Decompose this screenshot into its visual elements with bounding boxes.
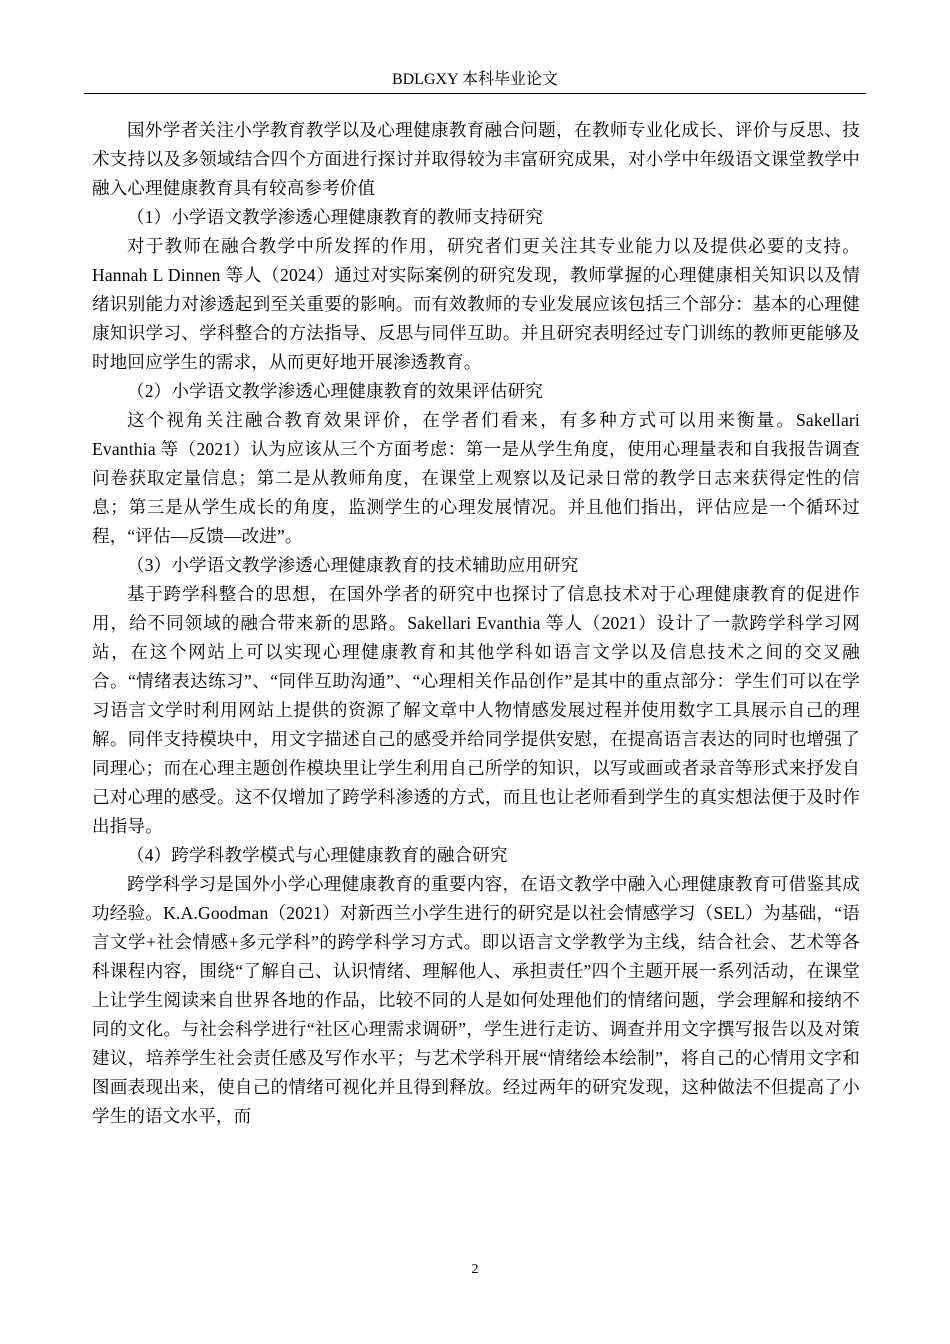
body-text (92, 116, 860, 1131)
section-heading-teacher-support: （1）小学语文教学渗透心理健康教育的教师支持研究 (127, 207, 544, 227)
page-number: 2 (471, 1262, 479, 1277)
section-heading-technology: （3）小学语文教学渗透心理健康教育的技术辅助应用研究 (127, 555, 579, 575)
header-rule (84, 93, 866, 94)
running-header: BDLGXY 本科毕业论文 (391, 71, 559, 88)
section-heading-interdisciplinary: （4）跨学科教学模式与心理健康教育的融合研究 (127, 845, 508, 865)
section-paragraph-interdisciplinary: 跨学科学习是国外小学心理健康教育的重要内容，在语文教学中融入心理健康教育可借鉴其成功经验。K.A.Goodman（2021）对新西兰小学生进行的研究是以社会情感学习（SEL）为基础，“语言文学+社会情感+多元学科”的跨学科学习方式。即以语言文学教学为主线，结合社会、艺术等各科课程内容，围绕“了解自己、认识情绪、理解他人、承担责任”四个主题开展一系列活动，在课堂上让学生阅读来自世界各地的作品，比较不同的人是如何处理他们的情绪问题，学会理解和接纳不同的文化。与社会科学进行“社区心理需求调研”，学生进行走访、调查并用文字撰写报告以及对策建议，培养学生社会责任感及写作水平；与艺术学科开展“情绪绘本绘制”，将自己的心情用文字和图画表现出来，使自己的情绪可视化并且得到释放。经过两年的研究发现，这种做法不但提高了小学生的语文水平，而 (92, 874, 860, 1126)
section-heading-evaluation: （2）小学语文教学渗透心理健康教育的效果评估研究 (127, 381, 544, 401)
section-paragraph-teacher-support: 对于教师在融合教学中所发挥的作用，研究者们更关注其专业能力以及提供必要的支持。Hannah L Dinnen 等人（2024）通过对实际案例的研究发现，教师掌握的心理健康相关知识以及情绪识别能力对渗透起到至关重要的影响。而有效教师的专业发展应该包括三个部分：基本的心理健康知识学习、学科整合的方法指导、反思与同伴互助。并且研究表明经过专门训练的教师更能够及时地回应学生的需求，从而更好地开展渗透教育。 (92, 236, 860, 372)
intro-paragraph: 国外学者关注小学教育教学以及心理健康教育融合问题，在教师专业化成长、评价与反思、技术支持以及多领域结合四个方面进行探讨并取得较为丰富研究成果，对小学中年级语文课堂教学中融入心理健康教育具有较高参考价值 (92, 120, 860, 198)
section-paragraph-evaluation: 这个视角关注融合教育效果评价，在学者们看来，有多种方式可以用来衡量。Sakellari Evanthia 等（2021）认为应该从三个方面考虑：第一是从学生角度，使用心理量表和自我报告调查问卷获取定量信息；第二是从教师角度，在课堂上观察以及记录日常的教学日志来获得定性的信息；第三是从学生成长的角度，监测学生的心理发展情况。并且他们指出，评估应是一个循环过程，“评估—反馈—改进”。 (92, 410, 860, 546)
section-paragraph-technology: 基于跨学科整合的思想，在国外学者的研究中也探讨了信息技术对于心理健康教育的促进作用，给不同领域的融合带来新的思路。Sakellari Evanthia 等人（2021）设计了一款跨学科学习网站，在这个网站上可以实现心理健康教育和其他学科如语言文学以及信息技术之间的交叉融合。“情绪表达练习”、“同伴互助沟通”、“心理相关作品创作”是其中的重点部分：学生们可以在学习语言文学时利用网站上提供的资源了解文章中人物情感发展过程并使用数字工具展示自己的理解。同伴支持模块中，用文字描述自己的感受并给同学提供安慰，在提高语言表达的同时也增强了同理心；而在心理主题创作模块里让学生利用自己所学的知识，以写或画或者录音等形式来抒发自己对心理的感受。这不仅增加了跨学科渗透的方式，而且也让老师看到学生的真实想法便于及时作出指导。 (92, 584, 860, 836)
